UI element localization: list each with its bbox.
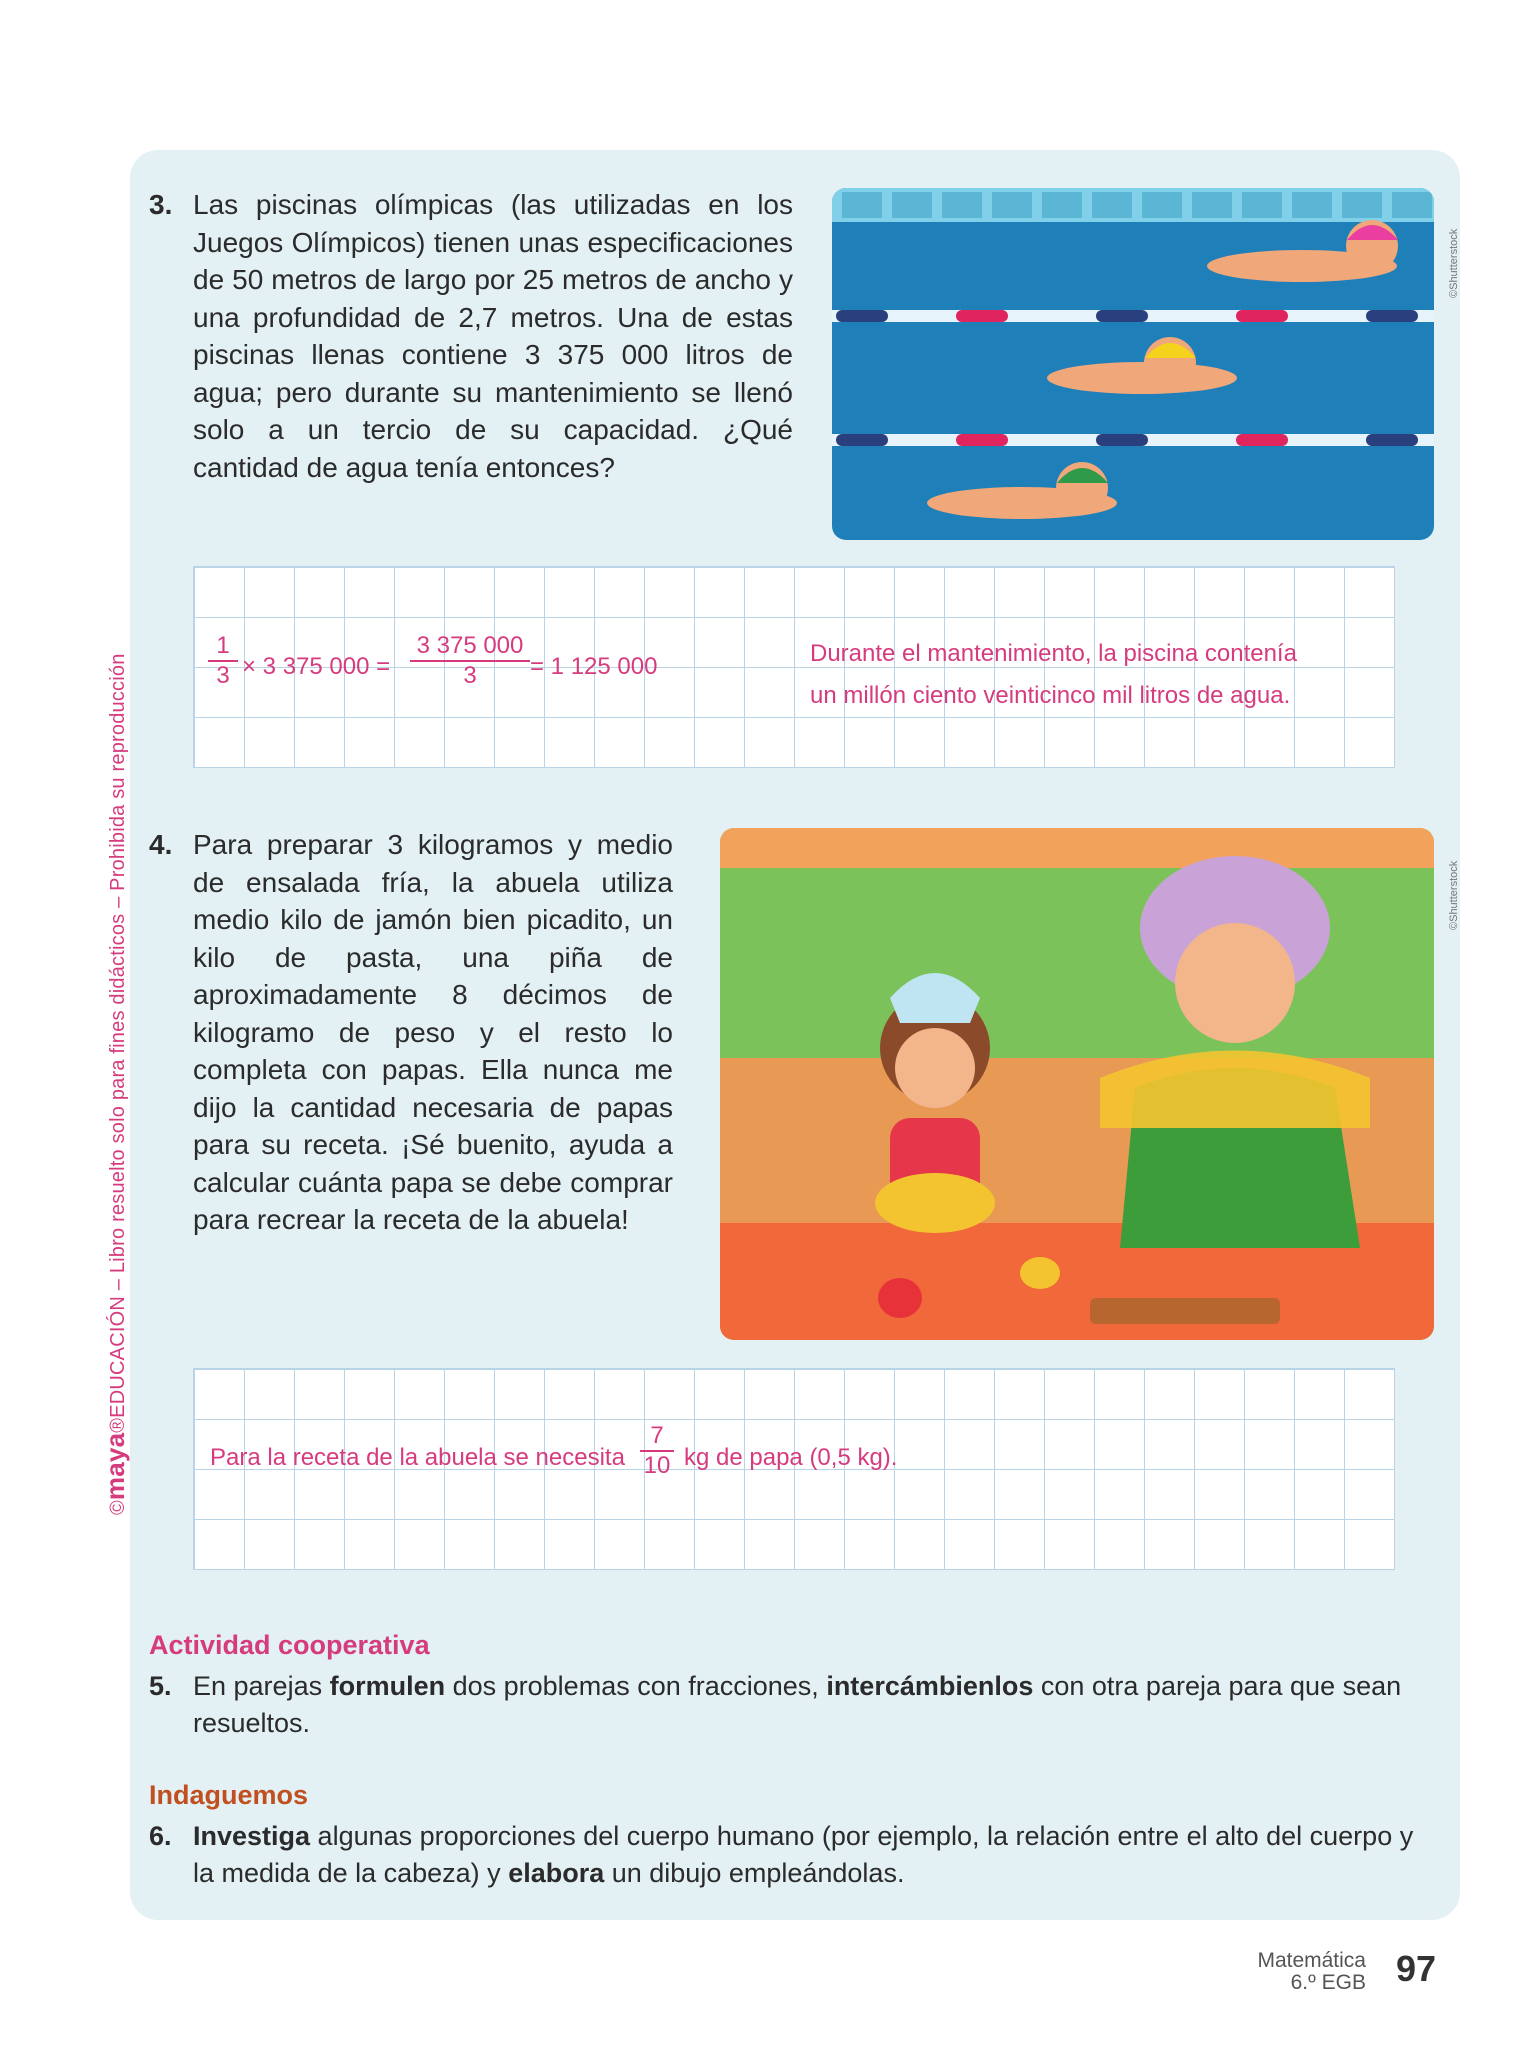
footer-subject-name: Matemática [1257, 1949, 1366, 1972]
copyright-mark: © [107, 1500, 129, 1515]
answer-sentence-line-1: Durante el mantenimiento, la piscina contenía [810, 640, 1297, 667]
image-credit-kitchen: ©Shutterstock [1448, 860, 1460, 930]
grandmother-cooking-image [720, 828, 1434, 1340]
page-number: 97 [1395, 1948, 1436, 1989]
answer-sentence-suffix: kg de papa (0,5 kg). [684, 1444, 898, 1471]
fraction-one-third [208, 632, 238, 690]
side-text-rest: EDUCACIÓN – Libro resuelto solo para fines didácticos – Prohibida su reproducción [107, 653, 129, 1418]
text-mid: algunas proporciones del cuerpo humano (por ejemplo, la relación entre el alto del cuerpo y la medida de la cabeza) y [193, 1821, 1414, 1888]
text-bold-elabora: elabora [508, 1858, 605, 1888]
registered-mark: ® [107, 1417, 129, 1433]
inquiry-title: Indaguemos [149, 1780, 309, 1810]
problem-6 [149, 1818, 1433, 1892]
fraction-numerator: 1 [216, 632, 230, 659]
text-post: con otra pareja para que sean resueltos. [193, 1671, 1402, 1738]
answer-sentence-line-2: un millón ciento veinticinco mil litros de agua. [810, 682, 1291, 709]
text-bold-intercambienlos: intercámbienlos [826, 1671, 1034, 1701]
fraction-denominator: 3 [208, 660, 238, 690]
fraction-capacity-over-three [410, 632, 530, 690]
brand-logo-text: maya [100, 1432, 130, 1501]
text-post: un dibujo empleándolas. [604, 1858, 905, 1888]
fraction-denominator: 3 [410, 660, 530, 690]
fraction-seven-tenths [640, 1422, 674, 1480]
fraction-numerator: 7 [650, 1422, 664, 1449]
problem-text: Para preparar 3 kilogramos y medio de ensalada fría, la abuela utiliza medio kilo de jamón bien picadito, un kilo de pasta, una piña de aproximadamente 8 décimos de kilogramo de peso y el resto lo completa con papas. Ella nunca me dijo la cantidad necesaria de papas para su receta. ¡Sé buenito, ayuda a calcular cuánta papa se debe comprar para recrear la receta de la abuela! [193, 829, 673, 1235]
swimmers-illustration [832, 188, 1434, 540]
side-copyright-text [100, 653, 131, 1515]
text-mid: dos problemas con fracciones, [445, 1671, 827, 1701]
image-credit-swimmers: ©Shutterstock [1448, 228, 1460, 298]
problem-3 [149, 186, 793, 486]
footer-grade: 6.º EGB [1290, 1971, 1366, 1994]
footer-subject [1257, 1950, 1366, 1994]
problem-number: 5. [149, 1671, 172, 1701]
problem-number: 4. [149, 829, 173, 860]
problem-number: 6. [149, 1821, 172, 1851]
multiplication-expression: × 3 375 000 = [242, 653, 391, 680]
problem-text: Las piscinas olímpicas (las utilizadas en los Juegos Olímpicos) tienen unas especificaciones de 50 metros de largo por 25 metros de ancho y una profundidad de 2,7 metros. Una de estas piscinas llenas contiene 3 375 000 litros de agua; pero durante su mantenimiento se llenó solo a un tercio de su capacidad. ¿Qué cantidad de agua tenía entonces? [193, 189, 793, 483]
text-pre: En parejas [193, 1671, 330, 1701]
answer-sentence-prefix: Para la receta de la abuela se necesita [210, 1444, 625, 1471]
problem-5 [149, 1668, 1433, 1742]
swimming-pool-image [832, 188, 1434, 540]
kitchen-illustration [720, 828, 1434, 1340]
problem-number: 3. [149, 189, 173, 220]
fraction-denominator: 10 [640, 1450, 674, 1480]
result-value: = 1 125 000 [530, 653, 658, 680]
fraction-numerator: 3 375 000 [416, 632, 524, 659]
text-bold-investiga: Investiga [193, 1821, 311, 1851]
problem-4 [149, 826, 673, 1239]
text-bold-formulen: formulen [329, 1671, 446, 1701]
cooperative-activity-title: Actividad cooperativa [149, 1630, 430, 1660]
